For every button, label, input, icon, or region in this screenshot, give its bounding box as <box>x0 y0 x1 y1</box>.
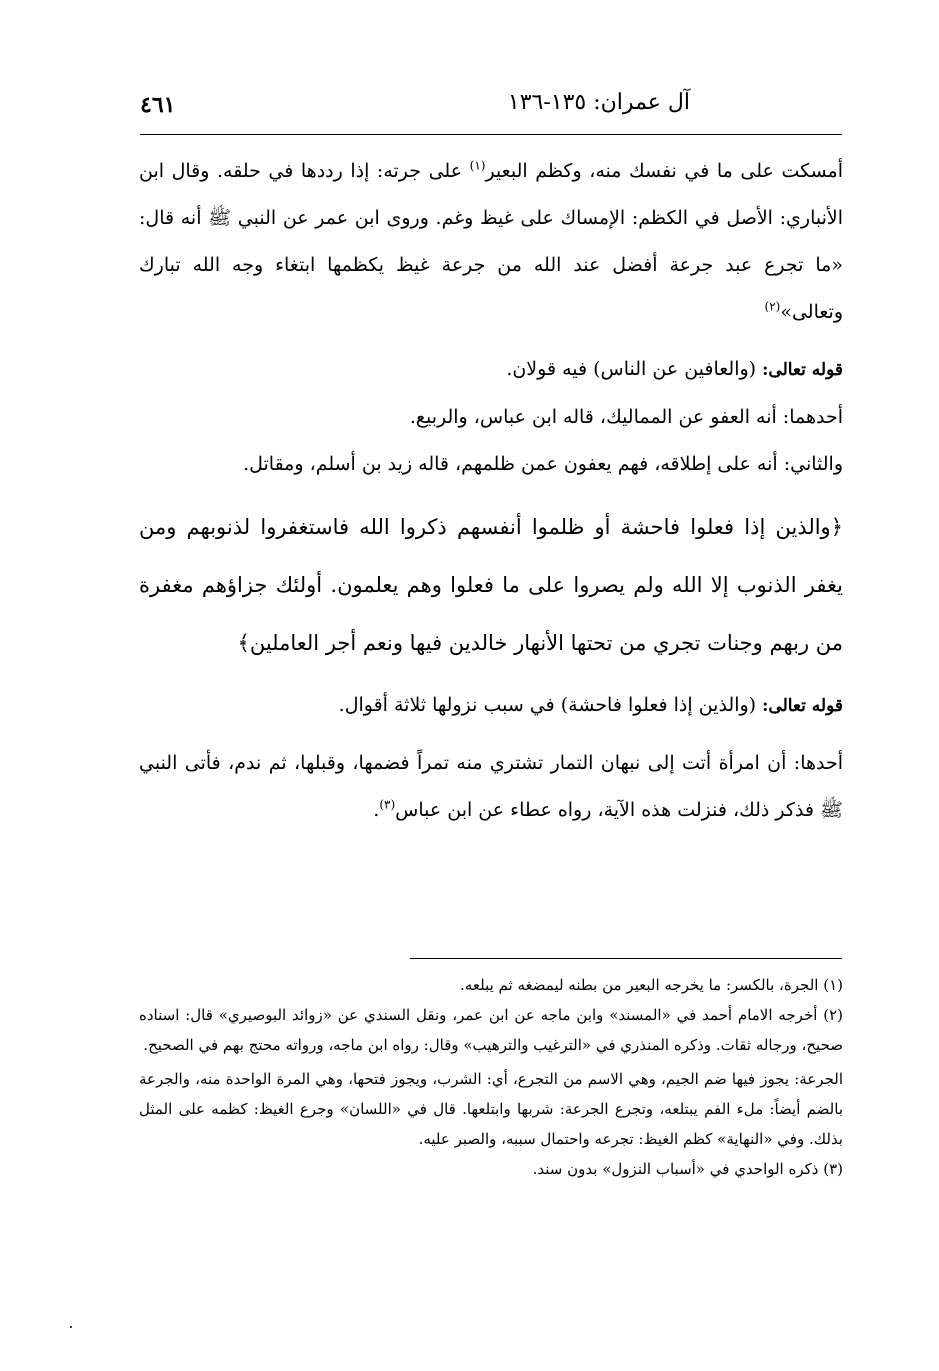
header-divider <box>140 134 842 135</box>
paragraph-text-cont: على جرته: إذا رددها في حلقه. وقال ابن الأنباري: الأصل في الكظم: الإمساك على غيظ وغم. وروى ابن عمر عن النبي ﷺ أنه قال: «ما تجرع عبد جرعة أفضل عند الله من جرعة غيظ يكظمها ابتغاء وجه الله تبارك وتعالى» <box>139 160 843 323</box>
commentary-heading-2 <box>139 682 843 730</box>
opinion-second: والثاني: أنه على إطلاقه، فهم يعفون عمن ظلمهم، قاله زيد بن أسلم، ومقاتل. <box>243 453 843 475</box>
quran-verse: ﴿والذين إذا فعلوا فاحشة أو ظلموا أنفسهم ذكروا الله فاستغفروا لذنوبهم ومن يغفر الذنوب إلا الله ولم يصروا على ما فعلوا وهم يعلمون. أولئك جزاؤهم مغفرة من ربهم وجنات تجري من تحتها الأنهار خالدين فيها ونعم أجر العاملين﴾ <box>139 515 843 655</box>
footnote-ref-2: (٢) <box>764 299 781 314</box>
reason-text: أحدها: أن امرأة أتت إلى نبهان التمار تشتري منه تمراً فضمها، وقبلها، ثم ندم، فأتى النبي ﷺ فذكر ذلك، فنزلت هذه الآية، رواه عطاء عن ابن عباس <box>139 752 844 821</box>
footnote-1: (١) الجرة، بالكسر: ما يخرجه البعير من بطنه ليمضغه ثم يبلعه. <box>460 976 843 994</box>
footnote-2: (٢) أخرجه الامام أحمد في «المسند» وابن ماجه عن ابن عمر، ونقل السندي عن «زوائد البوصيري» قال: اسناده صحيح، ورجاله ثقات. وذكره المنذري في «الترغيب والترهيب» وقال: رواه ابن ماجه، ورواته محتج بهم في الصحيح. <box>139 1006 843 1054</box>
footnotes <box>139 970 843 1184</box>
main-text <box>139 148 843 834</box>
commentary-heading-1 <box>139 346 843 394</box>
page-number: ٤٦١ <box>140 92 176 118</box>
paragraph-kazm <box>139 148 843 336</box>
commentary-quote: (والعافين عن الناس) فيه قولان. <box>506 358 757 380</box>
page-header <box>140 88 840 128</box>
qawluhu-label: قوله تعالى: <box>762 360 843 380</box>
footnote-3: (٣) ذكره الواحدي في «أسباب النزول» بدون سند. <box>532 1160 843 1178</box>
qawluhu-label: قوله تعالى: <box>762 696 843 716</box>
reason-first: أحدها: أن امرأة أتت إلى نبهان التمار تشتري منه تمراً فضمها، وقبلها، ثم ندم، فأتى النبي ﷺ فذكر ذلك، فنزلت هذه الآية، رواه عطاء عن ابن عباس$^{(٣)}$. <box>139 752 844 821</box>
footnote-divider <box>410 958 842 959</box>
running-title: آل عمران: ١٣٥-١٣٦ <box>507 90 690 115</box>
footnote-ref-1: (١) <box>469 158 486 173</box>
scan-speck <box>70 1326 72 1328</box>
commentary-quote: (والذين إذا فعلوا فاحشة) في سبب نزولها ثلاثة أقوال. <box>338 694 757 716</box>
opinion-first: أحدهما: أنه العفو عن المماليك، قاله ابن عباس، والربيع. <box>409 406 843 428</box>
footnote-2-gloss: الجرعة: يجوز فيها ضم الجيم، وهي الاسم من التجرع، أي: الشرب، ويجوز فتحها، وهي المرة الواحدة منه، والجرعة بالضم أيضاً: ملء الفم يبتلعه، وتجرع الجرعة: شربها وابتلعها. قال في «اللسان» وجرع الغيظ: كظمه على المثل بذلك. وفي «النهاية» كظم الغيظ: تجرعه واحتمال سببه، والصبر عليه. <box>139 1070 843 1148</box>
footnote-ref-3: (٣) <box>379 797 396 812</box>
paragraph-text: أمسكت على ما في نفسك منه، وكظم البعير <box>485 160 843 182</box>
